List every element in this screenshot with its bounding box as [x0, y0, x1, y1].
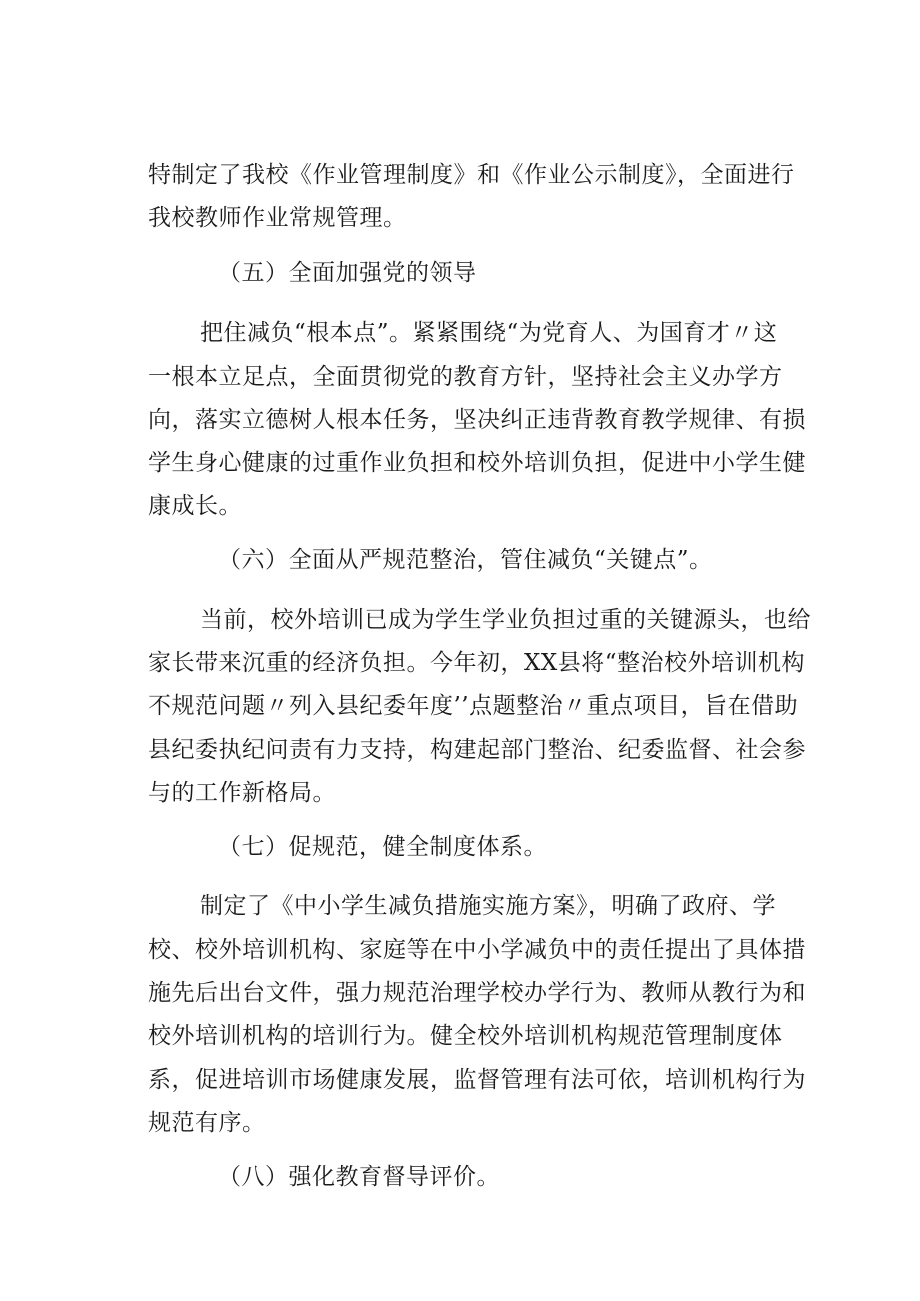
paragraph-6-line-3: 不规范问题〃列入县纪委年度’’点题整治〃重点项目，旨在借助: [148, 693, 799, 719]
paragraph-continuation-line-2: 我校教师作业常规管理。: [148, 205, 407, 231]
paragraph-6-line-5: 与的工作新格局。: [148, 780, 336, 806]
paragraph-5-line-3: 向，落实立德树人根本任务，坚决纠正违背教育教学规律、有损: [148, 407, 806, 433]
paragraph-5-line-1: 把住减负“根本点”。紧紧围绕“为党育人、为国育才〃这: [200, 320, 778, 346]
paragraph-7-line-4: 校外培训机构的培训行为。健全校外培训机构规范管理制度体: [148, 1023, 783, 1049]
paragraph-6-line-2: 家长带来沉重的经济负担。今年初，XX县将“整治校外培训机构: [148, 650, 806, 676]
paragraph-5-line-4: 学生身心健康的过重作业负担和校外培训负担，促进中小学生健: [148, 450, 806, 476]
section-heading-7: （七）促规范，健全制度体系。: [218, 834, 547, 860]
paragraph-7-line-6: 规范有序。: [148, 1110, 266, 1136]
paragraph-6-line-1: 当前，校外培训已成为学生学业负担过重的关键源头，也给: [200, 607, 811, 633]
paragraph-7-line-2: 校、校外培训机构、家庭等在中小学减负中的责任提出了具体措: [148, 937, 806, 963]
paragraph-6-line-4: 县纪委执纪问责有力支持，构建起部门整治、纪委监督、社会参: [148, 737, 806, 763]
paragraph-5-line-2: 一根本立足点，全面贯彻党的教育方针，坚持社会主义办学方: [148, 364, 783, 390]
section-heading-5: （五）全面加强党的领导: [218, 260, 477, 286]
paragraph-7-line-5: 系，促进培训市场健康发展，监督管理有法可依，培训机构行为: [148, 1067, 806, 1093]
paragraph-7-line-3: 施先后出台文件，强力规范治理学校办学行为、教师从教行为和: [148, 980, 806, 1006]
section-heading-8: （八）强化教育督导评价。: [218, 1164, 500, 1190]
section-heading-6: （六）全面从严规范整治，管住减负“关键点”。: [218, 547, 713, 573]
paragraph-7-line-1: 制定了《中小学生减负措施实施方案》，明确了政府、学: [200, 893, 776, 919]
paragraph-5-line-5: 康成长。: [148, 493, 242, 519]
paragraph-continuation-line-1: 特制定了我校《作业管理制度》和《作业公示制度》，全面进行: [148, 162, 795, 188]
